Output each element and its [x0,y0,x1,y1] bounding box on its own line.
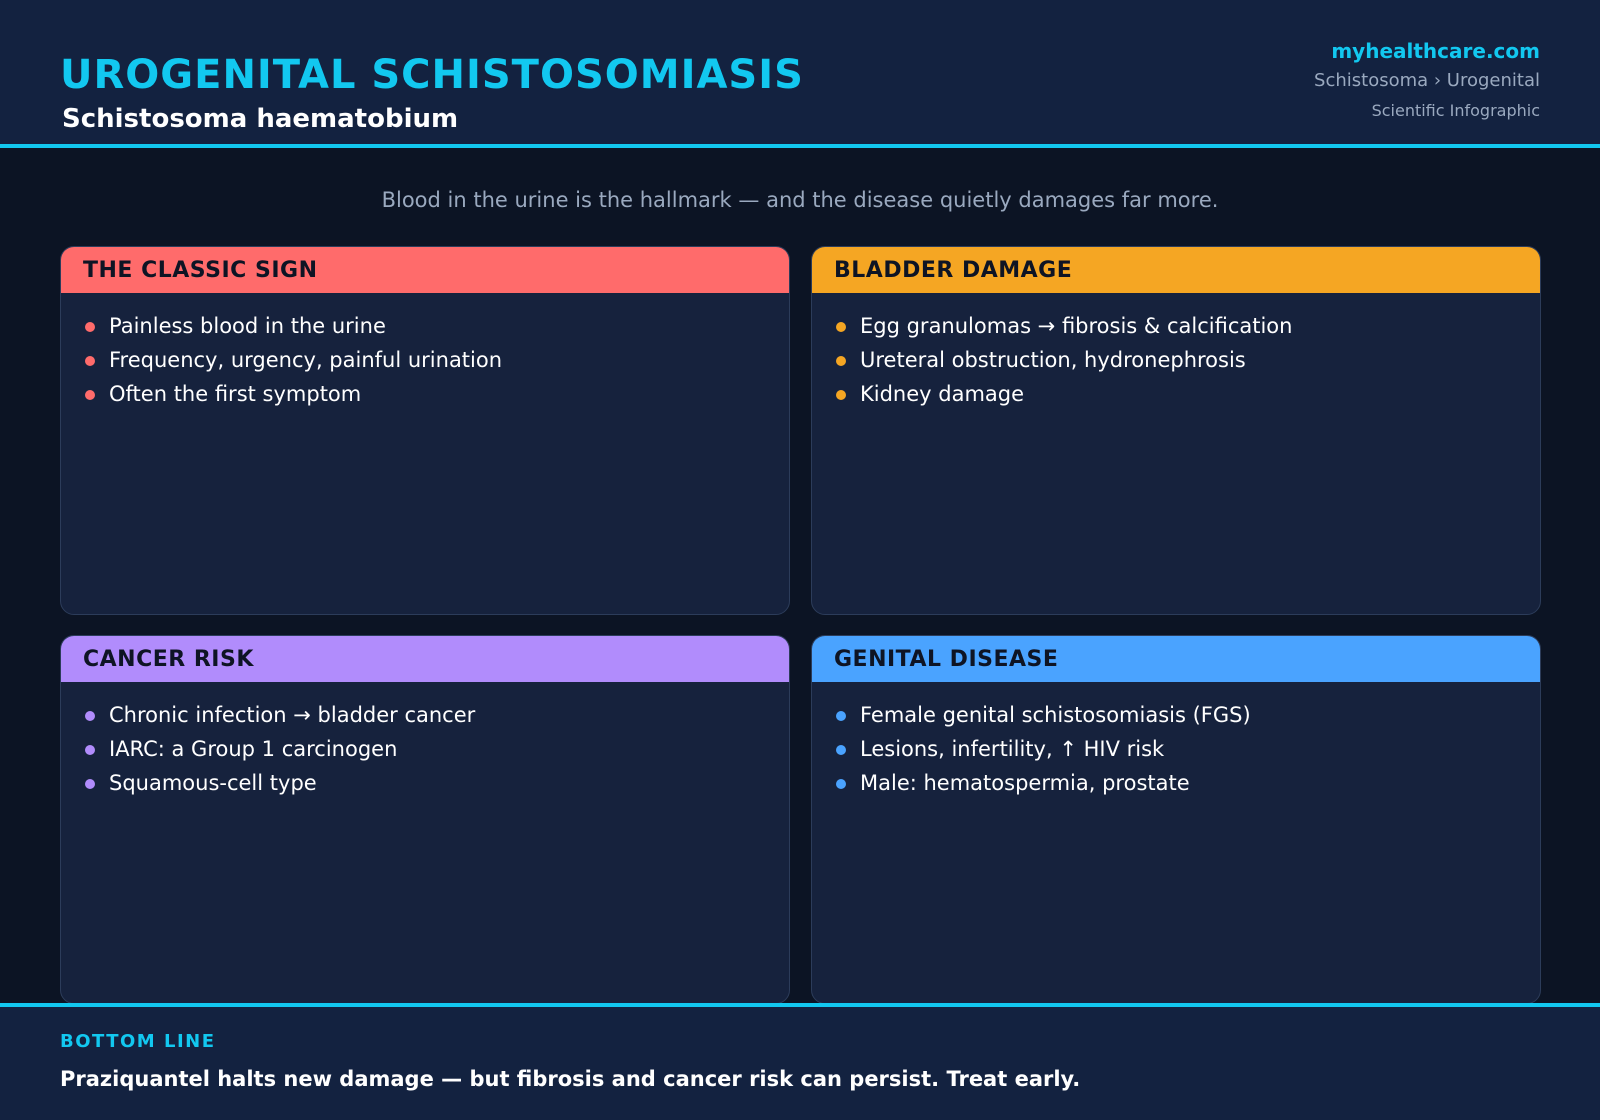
footer [0,1003,1600,1120]
bullet-dot-icon [836,390,846,400]
list-item-text: Frequency, urgency, painful urination [109,348,503,372]
breadcrumb: Schistosoma › Urogenital [1314,70,1540,91]
card-header [61,247,789,293]
list-item-text: Egg granulomas → fibrosis & calcification [860,314,1293,338]
card-title: GENITAL DISEASE [834,646,1059,672]
content-type-label: Scientific Infographic [1371,101,1540,120]
list-item [836,313,1540,347]
bullet-dot-icon [85,745,95,755]
list-item [836,736,1540,770]
header [0,0,1600,148]
list-item-text: Chronic infection → bladder cancer [109,703,476,727]
list-item-text: Lesions, infertility, ↑ HIV risk [860,737,1165,761]
list-item-text: IARC: a Group 1 carcinogen [109,737,398,761]
list-item-text: Squamous-cell type [109,771,317,795]
list-item-text: Painless blood in the urine [109,314,386,338]
list-item [85,347,789,381]
list-item [836,770,1540,804]
card-header [61,636,789,682]
list-item [85,381,789,415]
bullet-dot-icon [836,745,846,755]
card-bullet-list [61,682,789,804]
page-title: UROGENITAL SCHISTOSOMIASIS [60,52,804,98]
list-item-text: Often the first symptom [109,382,362,406]
card-title: THE CLASSIC SIGN [83,257,318,283]
list-item [85,313,789,347]
card-header [812,636,1540,682]
card-classic-sign [60,246,790,615]
list-item-text: Female genital schistosomiasis (FGS) [860,703,1251,727]
list-item [836,347,1540,381]
card-title: CANCER RISK [83,646,254,672]
bullet-dot-icon [836,779,846,789]
list-item [85,736,789,770]
bullet-dot-icon [85,356,95,366]
bullet-dot-icon [85,390,95,400]
list-item-text: Ureteral obstruction, hydronephrosis [860,348,1246,372]
card-title: BLADDER DAMAGE [834,257,1073,283]
list-item-text: Kidney damage [860,382,1025,406]
bullet-dot-icon [836,711,846,721]
tagline: Blood in the urine is the hallmark — and the disease quietly damages far more. [381,188,1219,212]
list-item [836,702,1540,736]
card-cancer-risk [60,635,790,1004]
list-item [836,381,1540,415]
bullet-dot-icon [85,779,95,789]
footer-summary: Praziquantel halts new damage — but fibrosis and cancer risk can persist. Treat early. [60,1067,1081,1091]
bullet-dot-icon [836,322,846,332]
card-header [812,247,1540,293]
bullet-dot-icon [836,356,846,366]
page-subtitle: Schistosoma haematobium [62,104,459,134]
footer-label: BOTTOM LINE [60,1031,216,1052]
brand-link[interactable]: myhealthcare.com [1331,39,1540,63]
card-bullet-list [812,682,1540,804]
list-item [85,770,789,804]
card-bullet-list [812,293,1540,415]
card-bullet-list [61,293,789,415]
bullet-dot-icon [85,711,95,721]
list-item-text: Male: hematospermia, prostate [860,771,1190,795]
card-genital-disease [811,635,1541,1004]
list-item [85,702,789,736]
card-bladder-damage [811,246,1541,615]
bullet-dot-icon [85,322,95,332]
